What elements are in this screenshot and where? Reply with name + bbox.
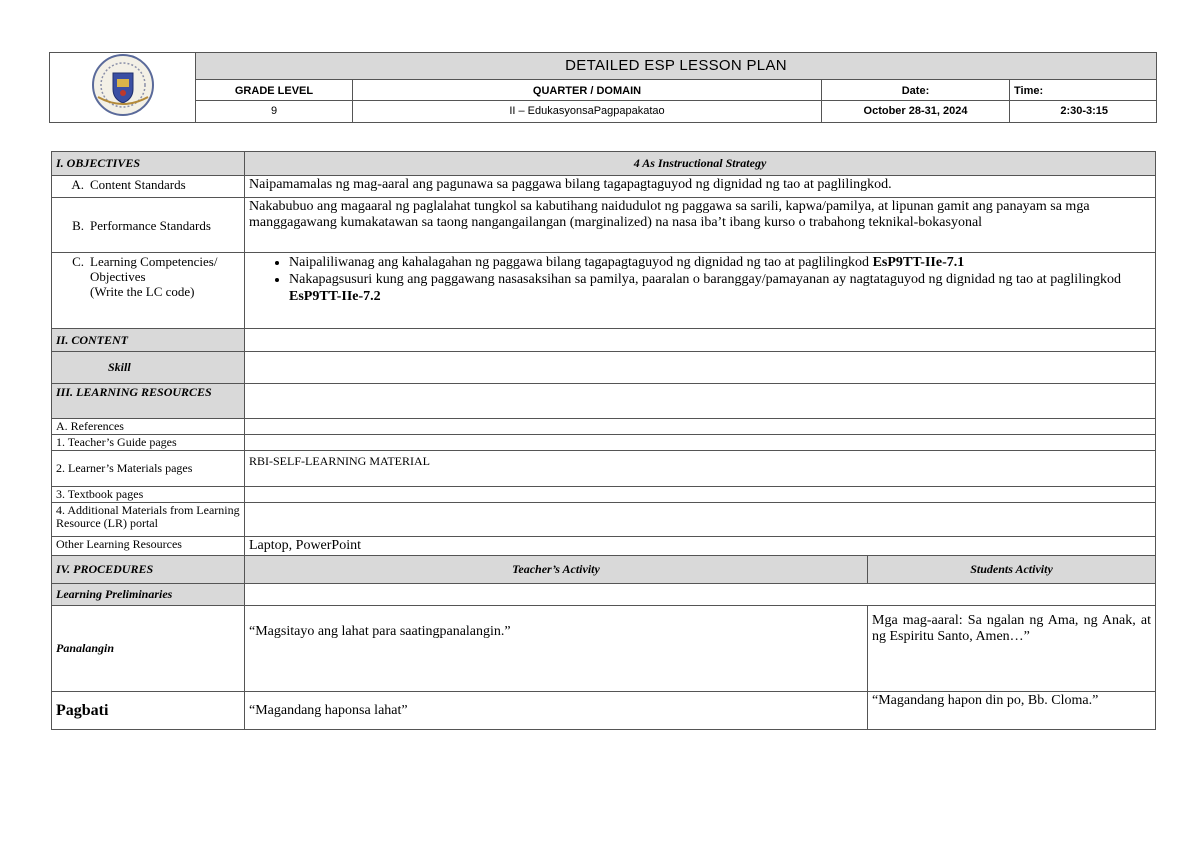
references-label: A. References (52, 419, 245, 435)
competencies-label-cell (52, 253, 245, 329)
teachers-guide-label: 1. Teacher’s Guide pages (52, 435, 245, 451)
performance-standards-text: Nakabubuo ang magaaral ng paglalahat tungkol sa kabutihang naidudulot ng paggawa sa sarili, kapwa/pamilya, at lipunan gamit ang panayam sa mga manggagawang kumakatawan sa taong nangangailangan (marginalized) na nasa iba’t ibang kurso o trabahong teknikal-bokasyonal (245, 198, 1156, 253)
quarter-domain-value: II – EdukasyonsaPagpapakatao (353, 101, 822, 123)
date-value: October 28-31, 2024 (822, 101, 1010, 123)
procedure-row-label: Pagbati (52, 692, 245, 730)
competency-code: EsP9TT-IIe-7.1 (872, 255, 965, 270)
competencies-note: (Write the LC code) (90, 284, 195, 299)
student-activity-text: Mga mag-aaral: Sa ngalan ng Ama, ng Anak, at ng Espiritu Santo, Amen…” (868, 606, 1156, 692)
learners-materials-label: 2. Learner’s Materials pages (52, 451, 245, 487)
content-heading: II. CONTENT (52, 329, 245, 352)
competency-item (289, 271, 1151, 305)
time-value: 2:30-3:15 (1010, 101, 1157, 123)
content-standards-label: Content Standards (90, 177, 186, 192)
additional-materials-value (245, 503, 1156, 537)
instructional-strategy: 4 As Instructional Strategy (245, 152, 1156, 176)
date-label: Date: (822, 79, 1010, 101)
competencies-list-cell (245, 253, 1156, 329)
skill-label: Skill (52, 352, 245, 384)
content-value (245, 329, 1156, 352)
competencies-letter: C. (72, 254, 84, 269)
teacher-activity-text: “Magandang haponsa lahat” (245, 692, 868, 730)
quarter-domain-label: QUARTER / DOMAIN (353, 79, 822, 101)
performance-standards-label-cell (52, 198, 245, 253)
competencies-list (249, 254, 1151, 305)
performance-standards-label: Performance Standards (90, 217, 211, 233)
textbook-value (245, 487, 1156, 503)
other-resources-value: Laptop, PowerPoint (245, 537, 1156, 556)
procedure-row-label: Panalangin (52, 606, 245, 692)
grade-level-label: GRADE LEVEL (196, 79, 353, 101)
student-activity-header: Students Activity (868, 556, 1156, 584)
procedures-heading: IV. PROCEDURES (52, 556, 245, 584)
deped-seal-icon (86, 53, 160, 117)
lesson-plan-title: DETAILED ESP LESSON PLAN (196, 53, 1157, 80)
competencies-label: Learning Competencies/ Objectives (90, 254, 218, 284)
references-value (245, 419, 1156, 435)
student-activity-text: “Magandang hapon din po, Bb. Cloma.” (868, 692, 1156, 730)
teacher-activity-header: Teacher’s Activity (245, 556, 868, 584)
content-standards-label-cell (52, 176, 245, 198)
teacher-activity-text: “Magsitayo ang lahat para saatingpanalangin.” (245, 606, 868, 692)
content-standards-letter: A. (71, 177, 84, 192)
resources-heading: III. LEARNING RESOURCES (52, 384, 245, 419)
deped-seal-cell (50, 53, 196, 123)
learning-preliminaries-label: Learning Preliminaries (52, 584, 245, 606)
grade-level-value: 9 (196, 101, 353, 123)
other-resources-label: Other Learning Resources (52, 537, 245, 556)
additional-materials-label: 4. Additional Materials from Learning Resource (LR) portal (52, 503, 245, 537)
competency-item (289, 254, 1151, 271)
lesson-plan-table (51, 151, 1156, 730)
learners-materials-value: RBI-SELF-LEARNING MATERIAL (245, 451, 1156, 487)
performance-standards-letter: B. (72, 217, 84, 233)
resources-value (245, 384, 1156, 419)
teachers-guide-value (245, 435, 1156, 451)
time-label: Time: (1010, 79, 1157, 101)
objectives-heading: I. OBJECTIVES (52, 152, 245, 176)
competency-text: Nakapagsusuri kung ang paggawang nasasaksihan sa pamilya, paaralan o baranggay/pamayanan ay nagtataguyod ng dignidad ng tao at paglilingkod (289, 272, 1121, 287)
textbook-label: 3. Textbook pages (52, 487, 245, 503)
header-table (49, 52, 1157, 123)
content-standards-text: Naipamamalas ng mag-aaral ang pagunawa sa paggawa bilang tagapagtaguyod ng dignidad ng tao at paglilingkod. (245, 176, 1156, 198)
learning-preliminaries-value (245, 584, 1156, 606)
skill-value (245, 352, 1156, 384)
competency-code: EsP9TT-IIe-7.2 (289, 289, 381, 304)
competency-text: Naipaliliwanag ang kahalagahan ng paggawa bilang tagapagtaguyod ng dignidad ng tao at paglilingkod (289, 255, 873, 270)
